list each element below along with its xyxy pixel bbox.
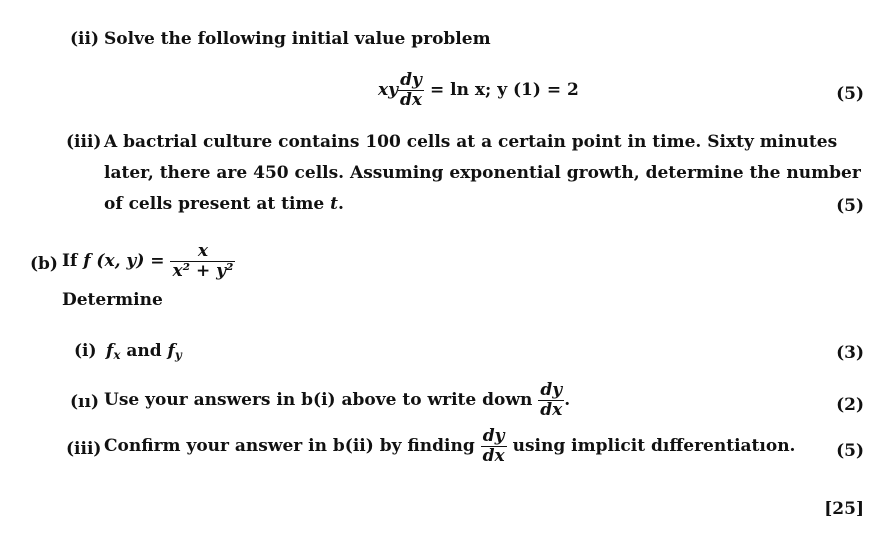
q-a-ii-text: Solve the following initial value problem (104, 29, 491, 49)
q-a-ii-marks: (5) (836, 84, 864, 104)
q-b-i-marks: (3) (836, 343, 864, 363)
q-a-iii-label: (iii) (66, 132, 102, 152)
q-b-i-text: $f_x$ and $f_y$ (106, 341, 182, 362)
q-b-iii-text: Confirm your answer in b(ii) by finding $\frac{dy}{dx}$ using implicit dıfferentiatıon. (104, 426, 796, 466)
q-a-iii-line3: of cells present at time t. (104, 194, 344, 214)
total-marks: [25] (824, 499, 864, 519)
q-b-fraction: $\frac{x}{\text{x² + y²}}$ (172, 241, 234, 281)
q-b-i-label: (i) (74, 341, 97, 361)
eq-rest: = ln x; y (1) = 2 (429, 80, 579, 100)
q-b-label: (b) (30, 254, 58, 274)
q-b-ii-marks: (2) (836, 395, 864, 415)
q-a-ii-label: (ii) (70, 29, 100, 49)
q-b-function: If f (x, y) = $\frac{x}{\text{x² + y²}}$ (62, 241, 234, 281)
q-a-ii-equation (378, 72, 579, 109)
q-b-determine: Determine (62, 290, 163, 310)
q-b-ii-derivative: $\frac{dy}{dx}$ (540, 380, 563, 420)
eq-derivative: $\frac{dy}{dx}$ (400, 70, 423, 110)
q-b-iii-marks: (5) (836, 441, 864, 461)
q-a-iii-line1: A bactrial culture contains 100 cells at a certain point in time. Sixty minutes (104, 132, 838, 152)
q-b-iii-derivative: $\frac{dy}{dx}$ (482, 426, 505, 466)
eq-lhs: xy (378, 80, 399, 100)
q-b-ii-label: (ıı) (70, 392, 100, 412)
q-a-iii-line2: later, there are 450 cells. Assuming exponential growth, determine the number (104, 163, 861, 183)
q-a-iii-marks: (5) (836, 196, 864, 216)
q-b-ii-text: Use your answers in b(i) above to write down $\frac{dy}{dx}$ . (104, 380, 571, 420)
q-b-iii-label: (iii) (66, 439, 102, 459)
